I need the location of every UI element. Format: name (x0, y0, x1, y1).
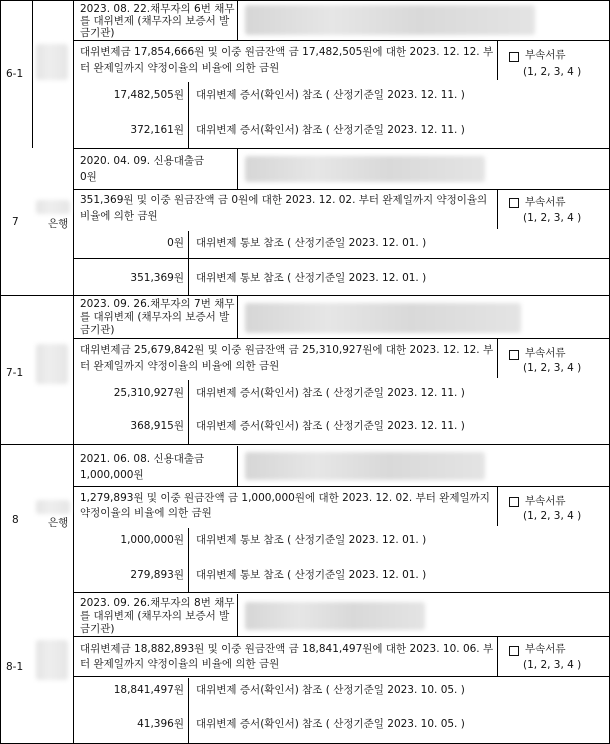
col-divider (188, 82, 189, 148)
col-divider (188, 678, 189, 744)
col-divider (237, 296, 238, 338)
claim-origin-line: 2023. 09. 26.채무자의 7번 채무 (80, 298, 235, 310)
claim-number: 7 (12, 216, 19, 228)
claim-description-line: 비율에 의한 금원 (80, 210, 158, 222)
claim-description-line: 터 완제일까지 약정이율의 비율에 의한 금원 (80, 360, 280, 372)
row-divider (73, 636, 610, 637)
amount-value: 1,000,000원 (120, 534, 184, 546)
amount-value: 17,482,505원 (113, 89, 184, 101)
claim-origin-line: 1,000,000원 (80, 469, 144, 481)
row-divider (73, 676, 610, 677)
row-divider (0, 295, 610, 296)
amount-value: 279,893원 (130, 569, 184, 581)
amount-basis: 대위변제 증서(확인서) 참조 ( 산정기준일 2023. 12. 11. ) (196, 420, 465, 432)
redacted-creditor (36, 344, 68, 384)
attachment-checkbox[interactable] (509, 497, 519, 507)
row-divider (0, 0, 610, 1)
redacted-creditor (36, 44, 68, 80)
col-divider (497, 338, 498, 378)
attachment-checkbox[interactable] (509, 350, 519, 360)
amount-value: 25,310,927원 (113, 387, 184, 399)
col-divider (237, 594, 238, 636)
amount-value: 351,369원 (130, 272, 184, 284)
claim-number: 8 (12, 514, 19, 526)
attachment-label: 부속서류 (525, 347, 566, 359)
redacted-creditor (36, 200, 70, 214)
claim-description-line: 1,279,893원 및 이중 원금잔액 금 1,000,000원에 대한 2023. 12. 02. 부터 완제일까지 (80, 492, 490, 504)
amount-basis: 대위변제 통보 참조 ( 산정기준일 2023. 12. 01. ) (196, 237, 427, 249)
table-border-left (0, 0, 1, 744)
amount-basis: 대위변제 증서(확인서) 참조 ( 산정기준일 2023. 12. 11. ) (196, 387, 465, 399)
claim-description-line: 터 완제일까지 약정이율의 비율에 의한 금원 (80, 658, 280, 670)
claim-description-line: 약정이율의 비율에 의한 금원 (80, 507, 212, 519)
col-divider (188, 231, 189, 295)
claim-origin-line: 를 대위변제 (채무자의 보증서 발 (80, 610, 230, 622)
amount-value: 18,841,497원 (113, 684, 184, 696)
attachment-label: 부속서류 (525, 49, 566, 61)
claim-number: 7-1 (6, 367, 24, 379)
amount-basis: 대위변제 증서(확인서) 참조 ( 산정기준일 2023. 10. 05. ) (196, 718, 465, 730)
col-divider (237, 149, 238, 189)
claim-origin-line: 금기관) (80, 623, 115, 635)
col-divider (237, 0, 238, 40)
redacted-creditor (36, 500, 70, 514)
claim-origin-line: 금기관) (80, 27, 115, 39)
redacted-name (245, 156, 485, 182)
col-divider (497, 40, 498, 80)
row-divider (73, 338, 610, 339)
col-divider (32, 0, 33, 148)
claim-origin-line: 2023. 09. 26.채무자의 8번 채무 (80, 597, 235, 609)
attachment-label: 부속서류 (525, 495, 566, 507)
col-divider (497, 486, 498, 526)
claim-description-line: 대위변제금 18,882,893원 및 이중 원금잔액 금 18,841,497원에 대한 2023. 10. 06. 부 (80, 643, 494, 655)
amount-basis: 대위변제 증서(확인서) 참조 ( 산정기준일 2023. 12. 11. ) (196, 124, 465, 136)
attachment-checkbox[interactable] (509, 198, 519, 208)
redacted-name (245, 452, 485, 480)
attachment-checkbox[interactable] (509, 52, 519, 62)
row-divider (73, 40, 610, 41)
col-divider (73, 0, 74, 744)
claim-origin-line: 2020. 04. 09. 신용대출금 (80, 155, 205, 167)
attachment-label: 부속서류 (525, 196, 566, 208)
claim-origin-line: 0원 (80, 171, 97, 183)
attachment-numbers: (1, 2, 3, 4 ) (523, 510, 582, 522)
col-divider (497, 636, 498, 676)
row-divider (73, 258, 610, 259)
amount-basis: 대위변제 증서(확인서) 참조 ( 산정기준일 2023. 12. 11. ) (196, 89, 465, 101)
claim-number: 6-1 (6, 68, 24, 80)
row-divider (0, 444, 610, 445)
claim-origin-line: 2021. 06. 08. 신용대출금 (80, 453, 205, 465)
attachment-numbers: (1, 2, 3, 4 ) (523, 362, 582, 374)
amount-value: 41,396원 (137, 718, 184, 730)
amount-basis: 대위변제 증서(확인서) 참조 ( 산정기준일 2023. 10. 05. ) (196, 684, 465, 696)
claim-description-line: 351,369원 및 이중 원금잔액 금 0원에 대한 2023. 12. 02. 부터 완제일까지 약정이율의 (80, 194, 488, 206)
row-divider (73, 148, 610, 149)
row-divider (73, 486, 610, 487)
attachment-numbers: (1, 2, 3, 4 ) (523, 66, 582, 78)
col-divider (497, 189, 498, 229)
creditor-bank: 은행 (48, 218, 69, 230)
row-divider (73, 189, 610, 190)
attachment-numbers: (1, 2, 3, 4 ) (523, 659, 582, 671)
col-divider (237, 446, 238, 486)
claim-origin-line: 를 대위변제 (채무자의 보증서 발 (80, 15, 230, 27)
row-divider (73, 592, 610, 593)
claim-origin-line: 금기관) (80, 324, 115, 336)
claim-number: 8-1 (6, 661, 24, 673)
attachment-checkbox[interactable] (509, 646, 519, 656)
claim-origin-line: 2023. 08. 22.채무자의 6번 채무 (80, 3, 235, 15)
attachment-numbers: (1, 2, 3, 4 ) (523, 212, 582, 224)
redacted-name (245, 303, 521, 333)
amount-value: 0원 (167, 237, 184, 249)
creditor-bank: 은행 (48, 517, 69, 529)
claim-description-line: 대위변제금 17,854,666원 및 이중 원금잔액 금 17,482,505원에 대한 2023. 12. 12. 부 (80, 46, 494, 58)
redacted-creditor (36, 640, 68, 680)
amount-basis: 대위변제 통보 참조 ( 산정기준일 2023. 12. 01. ) (196, 569, 427, 581)
claim-origin-line: 를 대위변제 (채무자의 보증서 발 (80, 311, 230, 323)
amount-value: 372,161원 (130, 124, 184, 136)
redacted-name (245, 602, 425, 630)
amount-basis: 대위변제 통보 참조 ( 산정기준일 2023. 12. 01. ) (196, 272, 427, 284)
claim-description-line: 터 완제일까지 약정이율의 비율에 의한 금원 (80, 62, 280, 74)
col-divider (188, 380, 189, 444)
attachment-label: 부속서류 (525, 643, 566, 655)
col-divider (188, 528, 189, 592)
amount-basis: 대위변제 통보 참조 ( 산정기준일 2023. 12. 01. ) (196, 534, 427, 546)
amount-value: 368,915원 (130, 420, 184, 432)
redacted-name (245, 5, 535, 35)
claim-description-line: 대위변제금 25,679,842원 및 이중 원금잔액 금 25,310,927원에 대한 2023. 12. 12. 부 (80, 344, 494, 356)
